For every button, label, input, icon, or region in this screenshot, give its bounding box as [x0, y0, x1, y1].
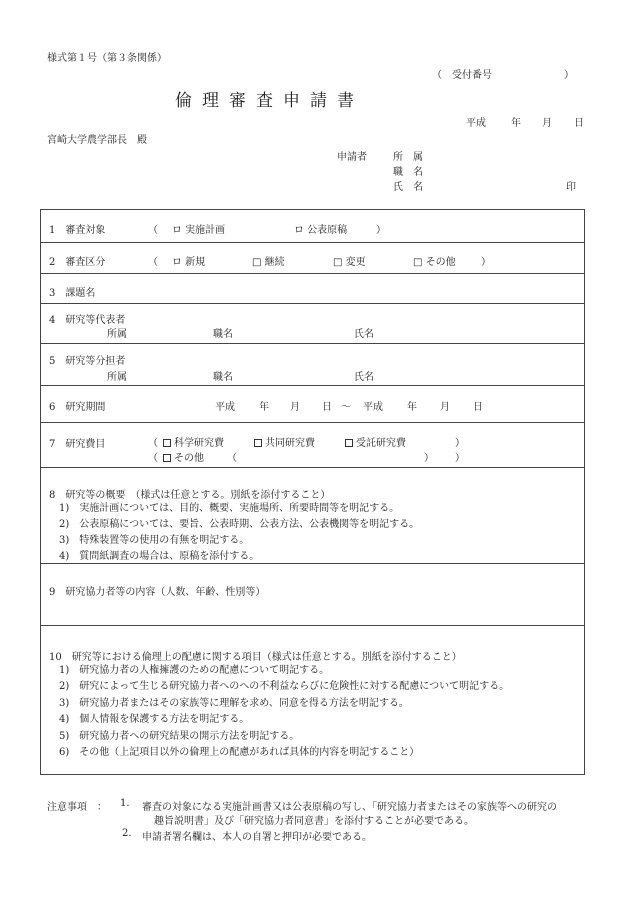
note-2-number: 2. [122, 828, 132, 839]
notes-label: 注意事項 ： [47, 802, 107, 813]
list-item: 2) 公表原稿については、要旨、公表時期、公表方法、公表機関等を明記する。 [59, 519, 420, 530]
overview-list [59, 501, 419, 565]
representative-name: 氏名 [354, 329, 374, 340]
co-researcher-position: 職名 [213, 372, 233, 383]
section-funding [41, 423, 584, 468]
period-start-month: 月 [290, 402, 300, 413]
receipt-number-close: ） [564, 70, 574, 81]
representative-label: 4 研究等代表者 [49, 315, 126, 326]
checkbox-icon [345, 439, 353, 447]
receipt-number-open: （ 受付番号 [432, 70, 492, 81]
funding-other-label: その他 [174, 453, 204, 464]
section-research-period[interactable] [41, 386, 584, 423]
checkbox-other[interactable]: □ その他 [413, 257, 456, 268]
checkbox-contract[interactable] [345, 434, 406, 449]
co-researcher-label: 5 研究等分担者 [49, 356, 126, 367]
funding-open-1: （ [148, 438, 158, 449]
date-month: 月 [542, 118, 552, 129]
note-1-line-1: 審査の対象になる実施計画書又は公表原稿の写し、「研究協力者またはその家族等への研究の [142, 802, 557, 813]
co-researcher-affiliation: 所属 [107, 372, 127, 383]
list-item: 1) 研究協力者の人権擁護のための配慮について明記する。 [59, 665, 330, 676]
funding-other-inner-close: ） [424, 453, 434, 464]
section-collaborators[interactable] [41, 564, 584, 626]
note-2-text: 申請者署名欄は、本人の自署と押印が必要である。 [142, 832, 372, 843]
review-category-label: 2 審査区分 [49, 257, 106, 268]
period-start-year: 年 [259, 402, 269, 413]
date-day: 日 [574, 118, 584, 129]
date-era: 平成 [466, 118, 486, 129]
period-tilde: ～ [341, 402, 351, 413]
funding-label: 7 研究費目 [49, 439, 106, 450]
checkbox-change[interactable]: □ 変更 [333, 257, 366, 268]
checkbox-manuscript[interactable]: ロ 公表原稿 [294, 225, 348, 236]
checkbox-joint[interactable] [254, 434, 315, 449]
application-form [40, 209, 585, 775]
addressee: 宮崎大学農学部長 殿 [47, 135, 147, 146]
review-target-open: （ [148, 225, 158, 236]
funding-open-2: （ [148, 453, 158, 464]
period-end-month: 月 [440, 402, 450, 413]
period-end-day: 日 [473, 402, 483, 413]
joint-label: 共同研究費 [265, 438, 315, 449]
note-1-number: 1. [120, 798, 130, 809]
co-researcher-name: 氏名 [354, 372, 374, 383]
review-category-open: （ [148, 257, 158, 268]
period-start-day: 日 [322, 402, 332, 413]
date-year: 年 [511, 118, 521, 129]
overview-label: 8 研究等の概要 （様式は任意とする。別紙を添付すること） [49, 490, 331, 501]
section-representative[interactable] [41, 304, 584, 344]
period-start-era: 平成 [215, 402, 235, 413]
list-item: 5) 研究協力者への研究結果の開示方法を明記する。 [59, 730, 300, 742]
checkbox-continue[interactable]: □ 継続 [252, 257, 285, 268]
affiliation-label: 所 属 [393, 152, 423, 163]
name-label: 氏 名 [393, 182, 423, 193]
section-review-target [41, 210, 584, 243]
funding-other-inner-open: （ [227, 453, 237, 464]
checkbox-icon [254, 439, 262, 447]
checkbox-icon [163, 454, 171, 462]
list-item: 4) 個人情報を保護する方法を明記する。 [59, 714, 250, 726]
page-title: 倫理審査申請書 [175, 91, 364, 111]
list-item: 1) 実施計画については、目的、概要、実施場所、所要時間等を明記する。 [59, 503, 400, 514]
period-end-year: 年 [407, 402, 417, 413]
list-item: 4) 質問紙調査の場合は、原稿を添付する。 [59, 551, 260, 562]
contract-label: 受託研究費 [356, 438, 406, 449]
form-number: 様式第１号（第３条関係） [47, 53, 167, 64]
review-target-close: ） [376, 225, 386, 236]
ethics-list [59, 663, 509, 761]
review-target-label: 1 審査対象 [49, 225, 106, 236]
list-item: 3) 研究協力者またはその家族等に理解を求め、同意を得る方法を明記する。 [59, 697, 409, 709]
list-item: 2) 研究によって生じる研究協力者へのへの不利益ならびに危険性に対する配慮について明記する。 [59, 681, 510, 693]
section-co-researcher[interactable] [41, 344, 584, 386]
kaken-label: 科学研究費 [174, 438, 224, 449]
section-ethics[interactable] [41, 626, 584, 776]
representative-position: 職名 [213, 329, 233, 340]
list-item: 3) 特殊装置等の使用の有無を明記する。 [59, 535, 250, 546]
position-label: 職 名 [393, 167, 423, 178]
section-review-category [41, 243, 584, 274]
funding-close-1: ） [455, 438, 465, 449]
applicant-label: 申請者 [337, 152, 367, 163]
representative-affiliation: 所属 [107, 329, 127, 340]
checkbox-new[interactable]: ロ 新規 [172, 257, 206, 268]
funding-close-2: ） [455, 453, 465, 464]
research-period-label: 6 研究期間 [49, 402, 106, 413]
collaborators-label: 9 研究協力者等の内容（人数、年齢、性別等） [49, 587, 266, 598]
checkbox-funding-other[interactable] [163, 449, 204, 464]
checkbox-plan[interactable]: ロ 実施計画 [172, 225, 226, 236]
note-1-line-2: 趣旨説明書」及び「研究協力者同意書」を添付することが必要である。 [154, 816, 474, 827]
section-research-overview[interactable] [41, 468, 584, 564]
list-item: 6) その他（上記項目以外の倫理上の配慮があれば具体的内容を明記すること） [59, 747, 420, 759]
project-title-label: 3 課題名 [49, 288, 96, 299]
review-category-close: ） [481, 257, 491, 268]
seal-label: 印 [566, 182, 576, 193]
ethics-label: 10 研究等における倫理上の配慮に関する項目（様式は任意とする。別紙を添付すること） [49, 652, 462, 663]
period-end-era: 平成 [363, 402, 383, 413]
checkbox-icon [163, 439, 171, 447]
checkbox-kaken[interactable] [163, 434, 224, 449]
section-project-title[interactable] [41, 274, 584, 304]
